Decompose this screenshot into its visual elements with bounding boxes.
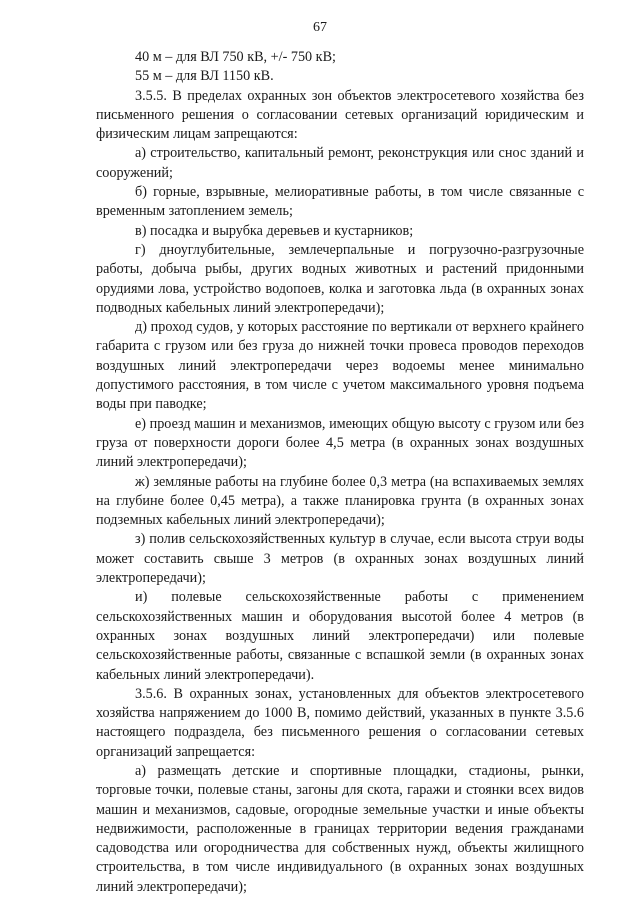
paragraph: 55 м – для ВЛ 1150 кВ. — [135, 68, 274, 85]
paragraph: а) размещать детские и спортивные площадки, стадионы, рынки, торговые точки, полевые станы, загоны для скота, гаражи и стоянки всех видов машин и механизмов, садовые, огородные земельные участки и иные объекты недвижимости, расположенные в границах территории ведения гражданами садоводства или огородничества для собственных нужд, объекты жилищного строительства, в том числе индивидуального (в охранных зонах воздушных линий электропередачи); — [96, 762, 584, 895]
paragraph: г) дноуглубительные, землечерпальные и погрузочно-разгрузочные работы, добыча рыбы, других водных животных и растений придонными орудиями лова, устройство водопоев, колка и заготовка льда (в охранных зонах подводных кабельных линий электропередачи); — [96, 241, 584, 316]
document-body — [96, 48, 584, 897]
paragraph: и) полевые сельскохозяйственные работы с применением сельскохозяйственных машин и оборудования высотой более 4 метров (в охранных зонах воздушных линий электропередачи) или полевые сельскохозяйственные работы, связанные с вспашкой земли (в охранных зонах кабельных линий электропередачи). — [96, 589, 584, 683]
paragraph: е) проезд машин и механизмов, имеющих общую высоту с грузом или без груза от поверхности дороги более 4,5 метра (в охранных зонах воздушных линий электропередачи); — [96, 415, 584, 471]
paragraph: д) проход судов, у которых расстояние по вертикали от верхнего крайнего габарита с грузом или без груза до нижней точки провеса проводов переходов воздушных линий электропередачи через водоемы менее минимально допустимого расстояния, в том числе с учетом максимального уровня подъема воды при паводке; — [96, 319, 584, 413]
paragraph: з) полив сельскохозяйственных культур в случае, если высота струи воды может составить свыше 3 метров (в охранных зонах воздушных линий электропередачи); — [96, 531, 584, 587]
paragraph: 3.5.6. В охранных зонах, установленных для объектов электросетевого хозяйства напряжением до 1000 В, помимо действий, указанных в пункте 3.5.6 настоящего подраздела, без письменного решения о согласовании сетевых организаций запрещается: — [96, 685, 584, 760]
paragraph: в) посадка и вырубка деревьев и кустарников; — [135, 222, 414, 239]
paragraph: 40 м – для ВЛ 750 кВ, +/- 750 кВ; — [135, 49, 336, 65]
paragraph: а) строительство, капитальный ремонт, реконструкция или снос зданий и сооружений; — [96, 145, 584, 181]
page-number: 67 — [313, 20, 327, 35]
paragraph: б) горные, взрывные, мелиоративные работы, в том числе связанные с временным затоплением земель; — [96, 184, 584, 220]
paragraph: 3.5.5. В пределах охранных зон объектов электросетевого хозяйства без письменного решения о согласовании сетевых организаций юридическим и физическим лицам запрещаются: — [96, 87, 584, 143]
paragraph: ж) земляные работы на глубине более 0,3 метра (на вспахиваемых землях на глубине более 0,45 метра), а также планировка грунта (в охранных зонах подземных кабельных линий электропередачи); — [96, 473, 584, 529]
